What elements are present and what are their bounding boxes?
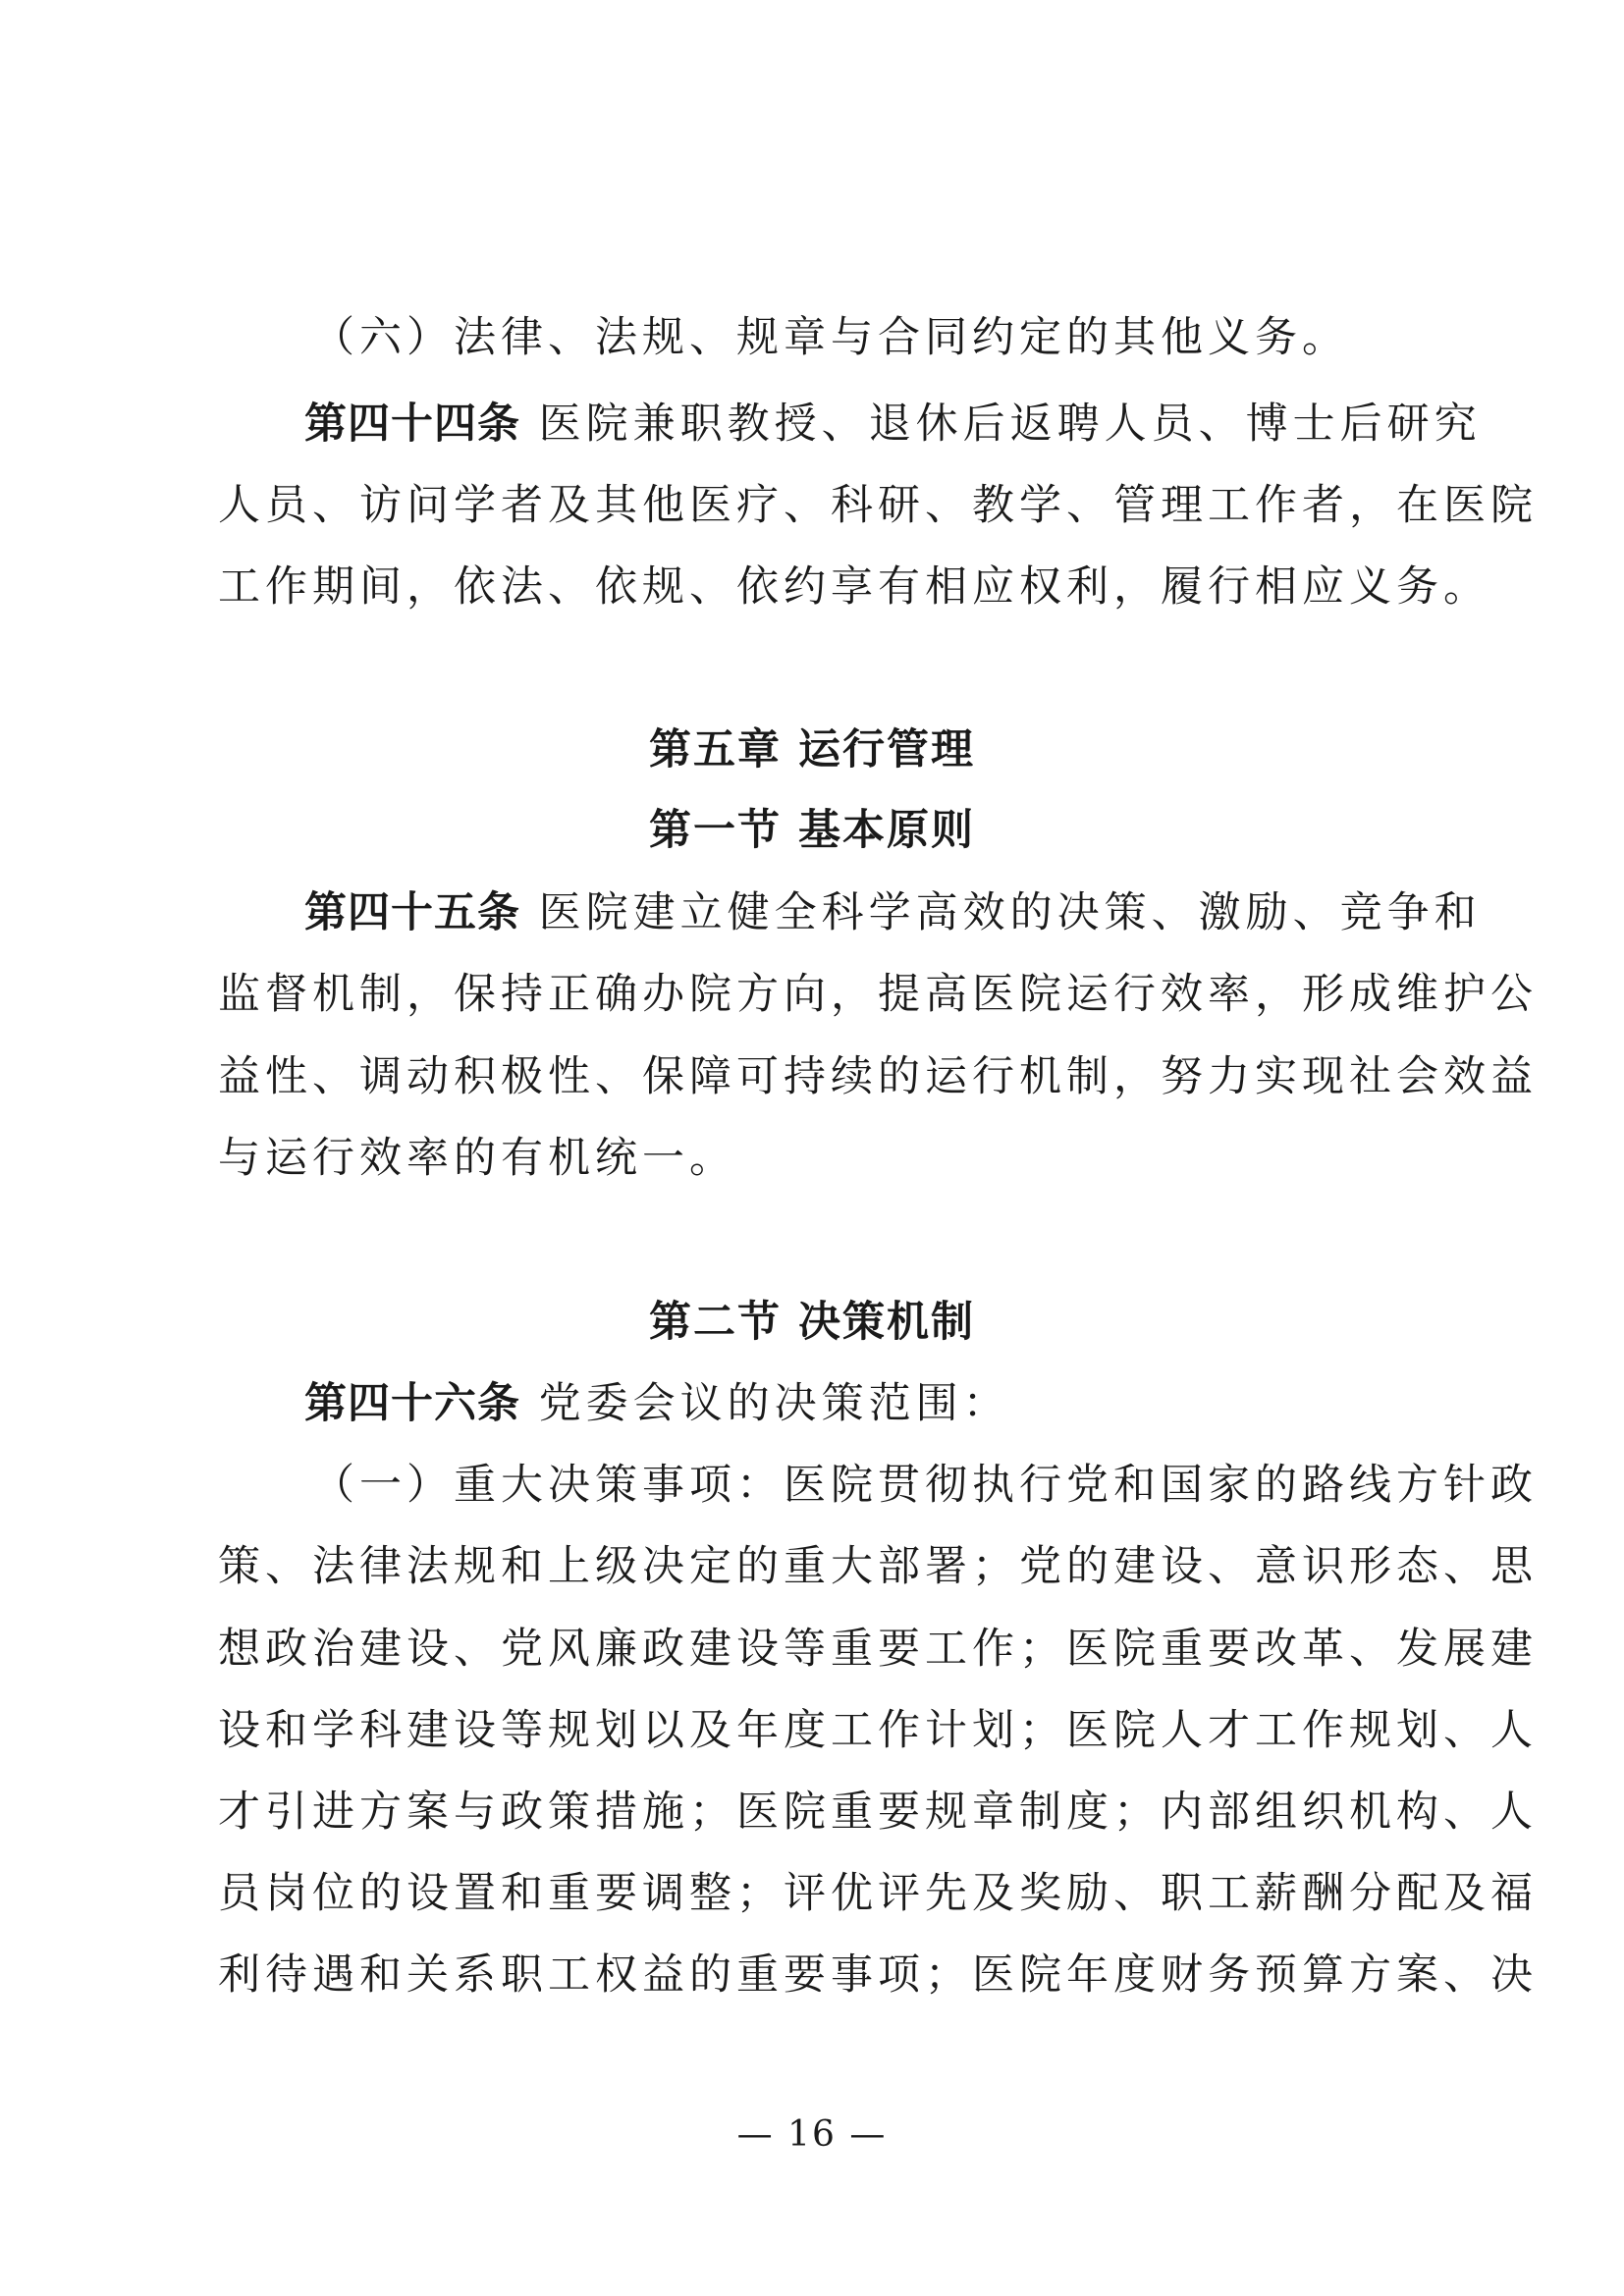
article-44-line-3: 工作期间，依法、依规、依约享有相应权利，履行相应义务。 — [218, 562, 1490, 612]
article-46-item-1-line-7: 利待遇和关系职工权益的重要事项；医院年度财务预算方案、决 — [218, 1950, 1538, 2000]
article-45-line-2: 监督机制，保持正确办院方向，提高医院运行效率，形成维护公 — [218, 970, 1538, 1019]
article-46-item-1-line-4: 设和学科建设等规划以及年度工作计划；医院人才工作规划、人 — [218, 1706, 1538, 1755]
article-46-item-1-line-3: 想政治建设、党风廉政建设等重要工作；医院重要改革、发展建 — [218, 1625, 1538, 1674]
article-46-item-1-line-5: 才引进方案与政策措施；医院重要规章制度；内部组织机构、人 — [218, 1788, 1538, 1837]
section-2-title: 第二节 决策机制 — [649, 1298, 975, 1347]
article-44-label: 第四十四条 — [304, 400, 520, 449]
article-45-label: 第四十五条 — [304, 888, 520, 937]
article-44-line-2: 人员、访问学者及其他医疗、科研、教学、管理工作者，在医院 — [218, 481, 1538, 530]
article-45-text-1: 医院建立健全科学高效的决策、激励、竞争和 — [538, 888, 1482, 937]
article-45-line-3: 益性、调动积极性、保障可持续的运行机制，努力实现社会效益 — [218, 1052, 1538, 1101]
page-number: — 16 — — [736, 2114, 888, 2155]
paragraph-line — [312, 308, 1441, 367]
article-46-line-1 — [304, 1374, 1434, 1433]
article-44-text-1: 医院兼职教授、退休后返聘人员、博士后研究 — [538, 400, 1482, 449]
chapter-title: 第五章 运行管理 — [649, 725, 975, 774]
article-46-text-1: 党委会议的决策范围： — [538, 1379, 1010, 1428]
article-44-line-1 — [304, 395, 1482, 454]
article-45-line-1 — [304, 883, 1482, 942]
item-six-text: （六）法律、法规、规章与合同约定的其他义务。 — [312, 313, 1349, 362]
article-46-item-1-line-6: 员岗位的设置和重要调整；评优评先及奖励、职工薪酬分配及福 — [218, 1869, 1538, 1918]
article-46-item-1-line-1: （一）重大决策事项：医院贯彻执行党和国家的路线方针政 — [312, 1461, 1538, 1510]
article-45-line-4: 与运行效率的有机统一。 — [218, 1134, 736, 1183]
article-46-label: 第四十六条 — [304, 1379, 520, 1428]
section-1-title: 第一节 基本原则 — [649, 806, 975, 855]
article-46-item-1-line-2: 策、法律法规和上级决定的重大部署；党的建设、意识形态、思 — [218, 1542, 1538, 1591]
